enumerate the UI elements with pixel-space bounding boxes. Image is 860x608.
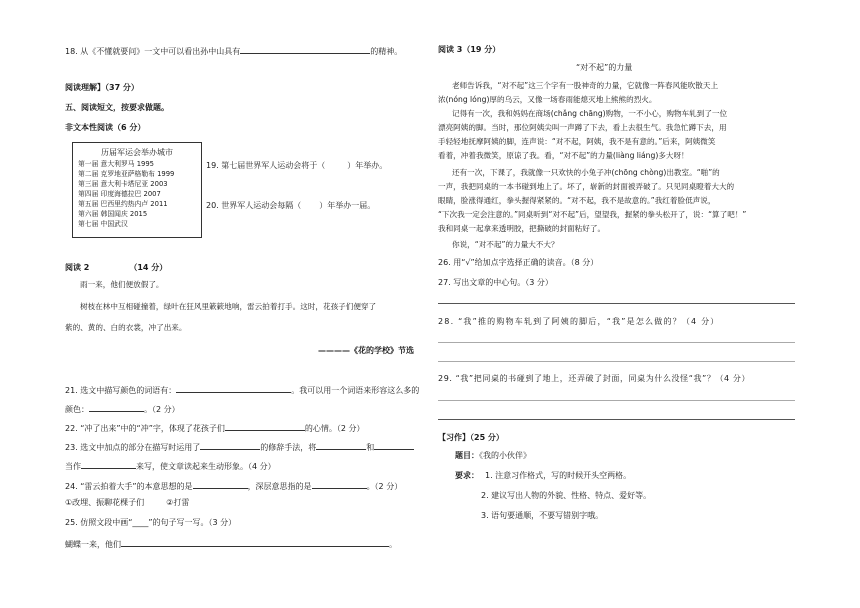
story-line: 记得有一次，我和妈妈在商场(chǎng chāng)购物，一不小心，购物车轧到了一位	[452, 109, 728, 118]
table-row: 第二届 克罗地亚萨格勒布 1999	[78, 170, 175, 178]
answer-blank-23c[interactable]	[374, 440, 414, 450]
story-line: 看着，冲着我微笑，原谅了我。看，“对不起”的力量(liàng liáng)多大呀！	[438, 151, 689, 160]
option-1: ①改埋、振聊花棵子们	[65, 498, 145, 507]
answer-line-29a[interactable]	[438, 400, 795, 401]
question-25-answer: 蝴蝶一来，他们 。	[65, 537, 397, 550]
question-24: 24. “雷云拍着大手”的本意思想的是 ，深层意思指的是 。（2 分）	[65, 479, 402, 492]
answer-blank-21a[interactable]	[176, 383, 291, 393]
host-city-table	[72, 142, 202, 238]
section-five-heading: 五、阅读短文，按要求做题。	[65, 103, 169, 112]
answer-blank-23d[interactable]	[81, 459, 136, 469]
table-row: 第七届 中国武汉	[78, 220, 128, 228]
story-line: 眼睛，脸涨得通红，拳头握得紧紧的。“对不起，我不是故意的。”我红着脸低声说，	[438, 196, 716, 205]
answer-blank-23b[interactable]	[316, 440, 366, 450]
question-23: 23. 选文中加点的部分在描写时运用了 的修辞手法，将 和	[65, 440, 414, 453]
question-29: 29. “我”把同桌的书碰到了地上，还弄破了封面，同桌为什么没怪“我”？（4 分）	[438, 374, 751, 383]
table-row: 第一届 意大利罗马 1995	[78, 160, 154, 168]
answer-line-28b[interactable]	[438, 361, 795, 362]
table-title: 历届军运会举办城市	[101, 148, 173, 157]
nontext-reading-title: 非文本性阅读（6 分）	[65, 123, 146, 132]
story-line: 一声，我把同桌的一本书碰到地上了。坏了，崭新的封面被弄破了。只见同桌瞪着大大的	[438, 182, 735, 191]
composition-requirement: 要求： 1. 注意习作格式，写的时候开头空两格。	[455, 471, 632, 480]
composition-header: 【习作】（25 分）	[438, 433, 504, 442]
reading-2-line: 树枝在林中互相碰撞着，绿叶在狂风里簌簌地响，雷云拍着打手。这时，花孩子们便穿了	[80, 302, 377, 311]
answer-line-27[interactable]	[438, 303, 795, 304]
question-20: 20. 世界军人运动会每隔（ ）年举办一届。	[206, 201, 376, 210]
story-line: 手轻轻地抚摩阿姨的脚，连声说：“对不起，阿姨，我不是有意的。”后来，阿姨微笑	[438, 137, 716, 146]
question-28: 28. “我”推的购物车轧到了阿姨的脚后，“我”是怎么做的？（4 分）	[438, 317, 720, 326]
question-25: 25. 仿照文段中画“____”的句子写一写。（3 分）	[65, 518, 237, 527]
story-line: 你说，“对不起”的力量大不大？	[452, 240, 559, 249]
question-19: 19. 第七届世界军人运动会将于（ ）年举办。	[206, 161, 388, 170]
answer-line-28a[interactable]	[438, 342, 795, 343]
story-line: 漂亮阿姨的脚。当时，那位阿姨尖叫一声蹲了下去，看上去很生气。我急忙蹲下去，用	[438, 123, 727, 132]
question-27: 27. 写出文章的中心句。（3 分）	[438, 278, 553, 287]
composition-requirement: 2. 建议写出人物的外貌、性格、特点、爱好等。	[481, 491, 652, 500]
story-line: 还有一次，下课了，我就像一只欢快的小兔子冲(chōng chòng)出教室。“啪”的	[452, 168, 720, 177]
reading-2-line: 紫的、黄的、白的衣裳，冲了出来。	[65, 323, 187, 332]
composition-topic: 题目：《我的小伙伴》	[455, 451, 531, 460]
answer-blank-22[interactable]	[225, 421, 305, 431]
question-26: 26. 用“√”给加点字选择正确的读音。（8 分）	[438, 258, 599, 267]
answer-line-29b[interactable]	[438, 419, 795, 420]
answer-blank-18[interactable]	[240, 44, 370, 54]
story-line: 浓(nóng lóng)厚的乌云，又像一场春雨能熄灭地上熊熊的烈火。	[438, 95, 657, 104]
answer-blank-24b[interactable]	[312, 479, 367, 489]
question-21: 21. 选文中描写颜色的词语有： 。我可以用一个词语来形容这么多的	[65, 383, 419, 396]
story-line: “下次我一定会注意的。”同桌听到“对不起”后，望望我，握紧的拳头松开了，说：“算了吧！”	[438, 210, 747, 219]
reading-comprehension-header: 阅读理解】（37 分）	[65, 83, 139, 92]
reading-2-line: 雨一来，他们便放假了。	[80, 280, 164, 289]
question-21-line2: 颜色： 。（2 分）	[65, 402, 180, 415]
question-22: 22. “冲了出来”中的“冲”字，体现了花孩子们 的心情。（2 分）	[65, 421, 364, 434]
question-23-line2: 当作 来写，使文章读起来生动形象。（4 分）	[65, 459, 276, 472]
option-2: ②打雷	[166, 498, 190, 507]
story-title: “对不起”的力量	[576, 63, 633, 72]
answer-blank-23a[interactable]	[200, 440, 260, 450]
table-row: 第四届 印度海德拉巴 2007	[78, 190, 161, 198]
story-line: 老师告诉我，“对不起”这三个字有一股神奇的力量，它就像一阵春风能吹散天上	[452, 81, 719, 90]
answer-blank-25[interactable]	[121, 537, 389, 547]
composition-requirement: 3. 语句要通顺，不要写错别字哦。	[481, 511, 604, 520]
table-row: 第三届 意大利卡塔尼亚 2003	[78, 180, 168, 188]
story-line: 我和同桌一起拿来透明胶，把撕破的封面粘好了。	[438, 224, 606, 233]
reading-2-title: 阅读 2 （14 分）	[65, 263, 168, 272]
question-24-options	[65, 497, 189, 508]
answer-blank-21b[interactable]	[89, 402, 144, 412]
table-row: 第五届 巴西里约热内卢 2011	[78, 200, 168, 208]
reading-3-title: 阅读 3（19 分）	[438, 45, 501, 54]
question-18: 18. 从《不懂就要问》一文中可以看出孙中山具有 的精神。	[65, 44, 402, 57]
reading-2-source: ————《花的学校》节选	[318, 346, 414, 355]
answer-blank-24a[interactable]	[193, 479, 248, 489]
table-row: 第六届 韩国闻庆 2015	[78, 210, 148, 218]
